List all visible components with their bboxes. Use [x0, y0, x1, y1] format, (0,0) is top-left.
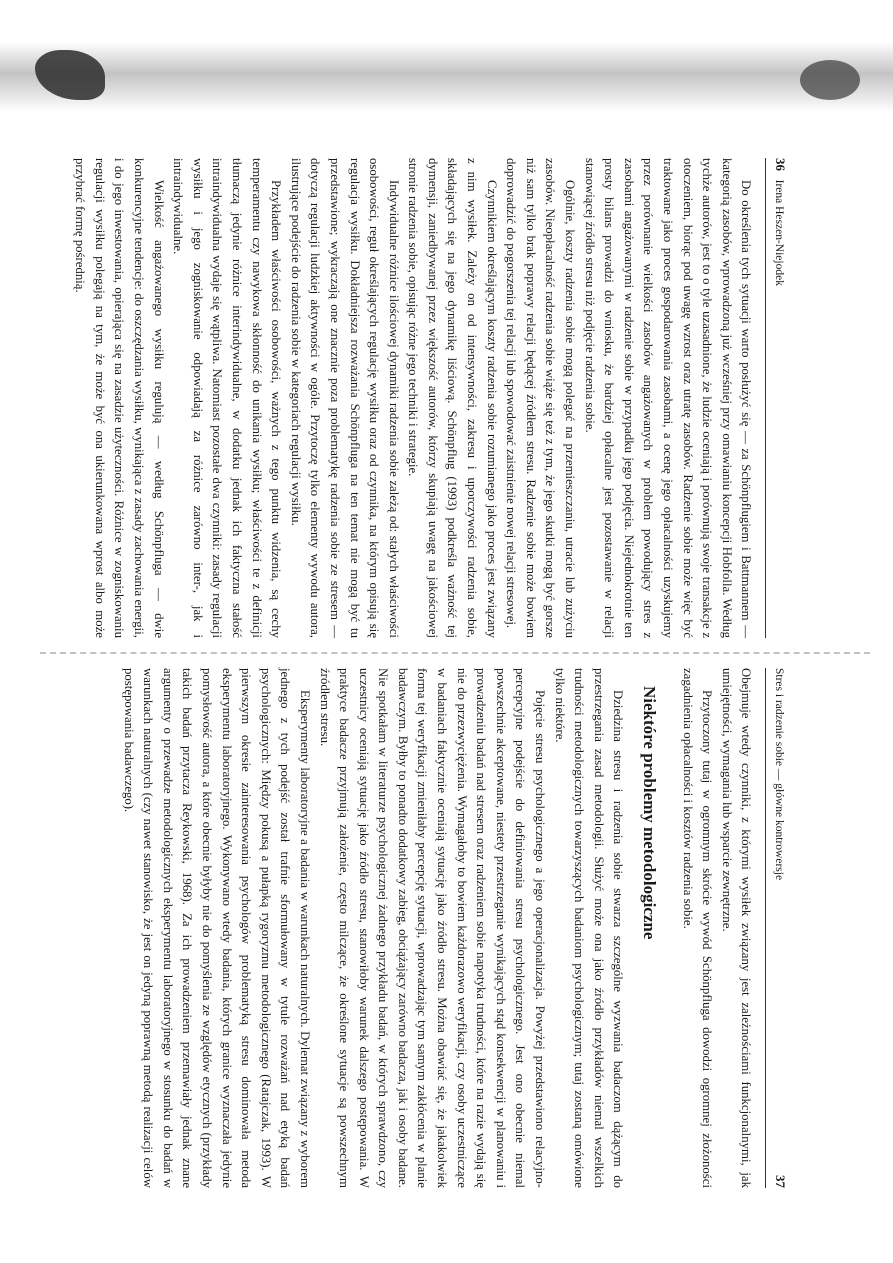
right-intro-paragraph-1: Obejmuje wtedy czynniki, z którymi wysiłek związany jest zależnościami funkcjonalnymi, jak umiejętności, wymagania lub wsparcie zewnętrzne. — [719, 668, 754, 1188]
left-paragraph-4: Indywidualne różnice ilościowej dynamiki radzenia sobie zależą od: stałych właściwości osobowości, reguł określających regulację wysiłku oraz od czynnika, na którym opisują się regulacja wysiłku. Dokładniejsza rozważania Schönpfluga na ten temat nie mogą być tu przedstawione; wykraczają one znacznie poza problematykę radzenia sobie ze stresem — dotyczą regulacji ludzkiej aktywności w ogóle. Przytoczę tylko elementy wywodu autora, ilustrujące podejście do radzenia sobie w kategoriach regulacji wysiłku. — [288, 158, 401, 638]
right-page-number: 37 — [773, 1175, 788, 1188]
right-running-head — [765, 668, 790, 1188]
section-heading: Niektóre problemy metodologiczne — [640, 686, 660, 940]
left-running-head — [765, 158, 790, 638]
left-running-title: Irena Heszen-Niejodek — [773, 179, 785, 286]
book-gutter — [40, 652, 870, 654]
left-paragraph-2: Ogólnie, koszty radzenia sobie mogą polegać na przemieszczaniu, utracie lub zużyciu zasobów. Nieopłacalność radzenia sobie wiąże się też z tym, że jego skutki mogą być gorsze niż sam tylko brak poprawy relacji będącej źródłem stresu. Radzenie sobie może bowiem doprowadzić do pogorszenia tej relacji lub spowodować zaistnienie nowej relacji stresowej. — [504, 158, 578, 638]
left-paragraph-1: Do określenia tych sytuacji warto posłużyć się — za Schönpflugiem i Battmannem — kategorią zasobów, wprowadzoną już wcześniej przy omawianiu koncepcji Hobfolla. Według tychże autorów, jest to o tyle uzasadnione, że ludzie oceniają i porównują swoje transakcje z otoczeniem, biorąc pod uwagę wzrost oraz utratę zasobów. Radzenie sobie może więc być traktowane jako proces gospodarowania zasobami, a ocenę jego opłacalności uzyskujemy przez porównanie wielkości zasobów angażowanych w problem powodujący stres z zasobami angażowanymi w radzenie sobie w przypadku jego podjęcia. Niejednokrotnie ten prosty bilans prowadzi do wniosku, że bardziej opłacalne jest pozostawanie w relacji stanowiącej źródło stresu niż podjęcie radzenia sobie. — [582, 158, 754, 638]
right-running-title: Stres i radzenie sobie — główne kontrowersje — [773, 668, 785, 881]
right-paragraph-2: Pojęcie stresu psychologicznego a jego operacjonalizacja. Powyżej przedstawiono relacyjno-percepcyjne podejście do definiowania stresu psychologicznego. Jest ono obecnie niemal powszechnie akceptowane, niestety przestrzeganie wynikających stąd konsekwencji w planowaniu i prowadzeniu badań nad stresem oraz radzeniem sobie napotyka trudności, które na razie wydają się nie do przezwyciężenia. Wymagałoby to bowiem każdorazowo weryfikacji, czy osoby uczestniczące w badaniach faktycznie oceniają sytuację jako źródło stresu. Można obawiać się, że jakakolwiek forma tej weryfikacji zmieniłaby percepcję sytuacji, wprowadzając tym samym zakłócenia w planie badawczym. Byłby to ponadto dodatkowy zabieg, obciążający zarówno badacza, jak i osoby badane. Nie spotkałam w literaturze psychologicznej żadnego przykładu badań, w których sprawdzono, czy uczestnicy oceniają sytuację jako źródło stresu, stanowiłoby warunek dalszego postępowania. W praktyce badacze przyjmują założenie, często milczące, że określone sytuacje są powszechnym źródłem stresu. — [317, 668, 548, 1188]
left-page — [73, 158, 790, 638]
left-paragraph-3: Czynnikiem określającym koszty radzenia sobie rozumianego jako proces jest związany z nim wysiłek. Zależy on od intensywności, zakresu i uporczywości radzenia sobie, składających się na jego dynamikę liściową. Schönpflug (1993) podkreśla ważność tej dymensji, zaniedbywanej przez większość autorów, którzy skupiają uwagę na jakościowej stronie radzenia sobie, opisując różne jego techniki i strategie. — [406, 158, 499, 638]
left-paragraph-6: Wielkość angażowanego wysiłku regulują — według Schönpfluga — dwie konkurencyjne tendencje: do oszczędzania wysiłku, wynikająca z zasady zachowania energii, i do jego inwestowania, opierająca się na zasadzie użyteczności. Różnice w zogniskowaniu regulacji wysiłku polegają na tym, że może być ona ukierunkowana wprost albo może przybrać formę pośrednią. — [73, 158, 166, 638]
scan-edge-shadow — [0, 42, 893, 112]
scan-artifact-right — [800, 60, 860, 100]
left-page-number: 36 — [773, 158, 788, 171]
right-paragraph-1: Dziedzina stresu i radzenia sobie stwarza szczególne wyzwania badaczom dążącym do przestrzegania zasad metodologii. Służyć może ona jako źródło przykładów niemal wszelkich trudności metodologicznych towarzyszących badaniom psychologicznym; tutaj zostaną omówione tylko niektóre. — [552, 668, 626, 1188]
right-paragraph-3: Eksperymenty laboratoryjne a badania w warunkach naturalnych. Dylemat związany z wyborem jednego z tych podejść został trafnie sformułowany w tytule rozważań nad etyką badań psychologicznych: Między pokusą a pułapką rygoryzmu metodologicznego (Ratajczak, 1993). W pierwszym okresie zainteresowania psychologów problematyką stresu dominowała metoda eksperymentu laboratoryjnego. Wykonywano wtedy badania, których granice wyznaczała jedynie pomysłowość autora, a które obecnie byłyby nie do pomyślenia ze względów etycznych (przykłady takich badań przytacza Reykowski, 1968). Za ich prowadzeniem przemawiały jednak znane argumenty o przewadze metodologicznych eksperymentu laboratoryjnego w stosunku do badań w warunkach naturalnych (czy nawet stanowisko, że jest on jedyną poprawną metodą realizacji celów postępowania badawczego). — [121, 668, 312, 1188]
left-paragraph-5: Przykładem właściwości osobowości, ważnych z tego punktu widzenia, są cechy temperamentu czy nawykowa skłonność do unikania wysiłku; właściwości te z definicji tłumaczą jedynie różnice interindywidualne, w dodatku jednak ich faktyczna stałość intraindywidualna wydaje się wątpliwa. Natomiast pozostałe dwa czynniki: zasady regulacji wysiłku i jego zogniskowanie odpowiadają za różnice zarówno inter-, jak i intraindywidualne. — [171, 158, 284, 638]
right-intro-paragraph-2: Przytoczony tutaj w ogromnym skrócie wywód Schönpfluga dowodzi ogromnej złożoności zagadnienia opłacalności i kosztów radzenia sobie. — [680, 668, 715, 1188]
right-page — [100, 668, 790, 1188]
